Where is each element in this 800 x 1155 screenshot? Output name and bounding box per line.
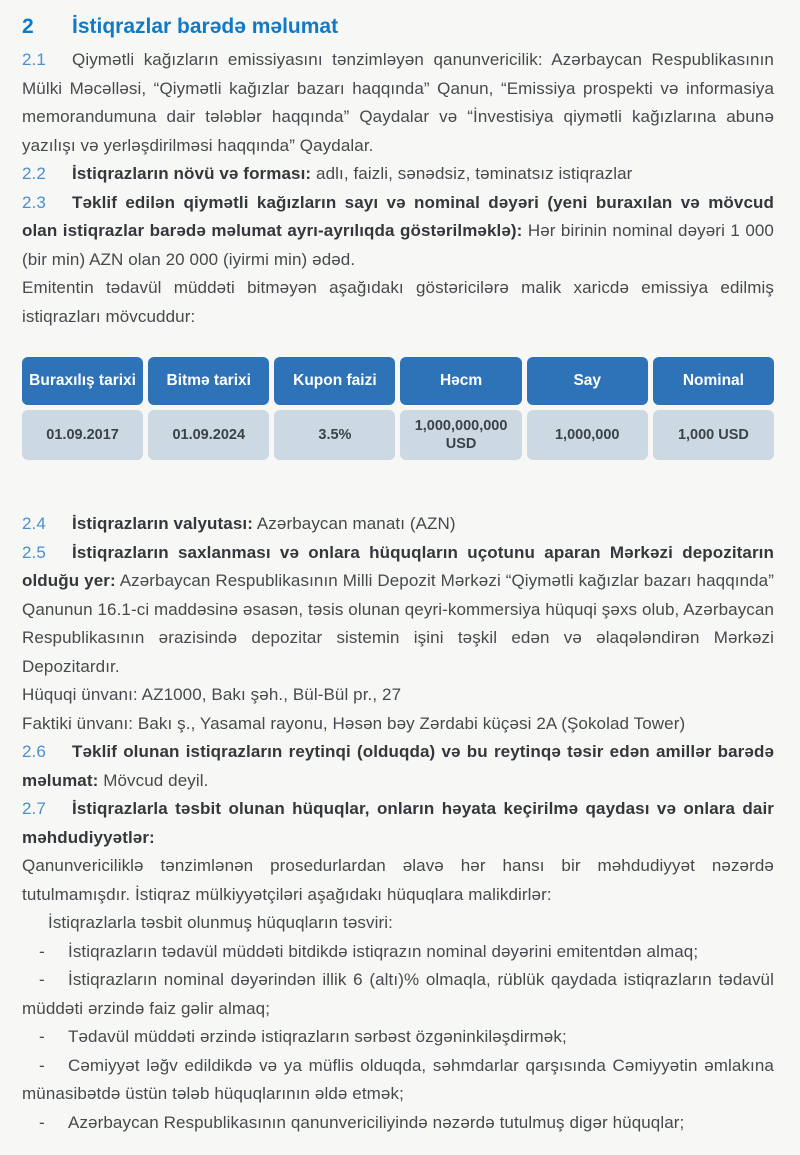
paragraph-2-4 <box>22 510 774 539</box>
table-cell-nominal: 1,000 USD <box>653 410 774 460</box>
table-cell-coupon-rate: 3.5% <box>274 410 395 460</box>
dash-marker: - <box>39 941 45 961</box>
list-item-text: Tədavül müddəti ərzində istiqrazların sərbəst özgəninkiləşdirmək; <box>68 1027 567 1046</box>
table-cell-volume: 1,000,000,000 USD <box>400 410 521 460</box>
paragraph-text: Azərbaycan manatı (AZN) <box>252 514 456 533</box>
rights-list-item <box>22 938 774 967</box>
list-item-text: Cəmiyyət ləğv edildikdə və ya müflis olduqda, səhmdarlar qarşısında Cəmiyyətin əmlakına münasibətdə üstün tələb hüquqlarının əldə etmək; <box>22 1055 774 1103</box>
rights-list-item <box>22 966 774 1023</box>
paragraph-text: Qiymətli kağızların emissiyasını tənzimləyən qanunvericilik: Azərbaycan Respublikasının Mülki Məcəlləsi, “Qiymətli kağızlar bazarı haqqında” Qanun, “Emissiya prospekti və informasiya memorandumuna dair tələblər haqqında” Qaydalar və “İnvestisiya qiymətli kağızlarına abunə yazılışı və yerləşdirilməsi haqqında” Qaydalar. <box>22 50 774 155</box>
paragraph-2-1 <box>22 46 774 160</box>
section-number: 2.2 <box>22 164 46 183</box>
dash-marker: - <box>39 1112 45 1132</box>
table-header-nominal: Nominal <box>653 357 774 405</box>
paragraph-2-6 <box>22 738 774 795</box>
paragraph-lead: İstiqrazların növü və forması: <box>72 164 312 183</box>
paragraph-2-5 <box>22 539 774 682</box>
list-item-text: İstiqrazların nominal dəyərindən illik 6 (altı)% olmaqla, rüblük qaydada istiqrazların tədavül müddəti ərzində faiz gəlir almaq; <box>22 970 774 1018</box>
section-number: 2.7 <box>22 799 46 818</box>
rights-list-item <box>22 1023 774 1052</box>
rights-intro-paragraph: Qanunvericiliklə tənzimlənən prosedurlardan əlavə hər hansı bir məhdudiyyət nəzərdə tutulmamışdır. İstiqraz mülkiyyətçiləri aşağıdakı hüquqlara malikdirlər: <box>22 856 774 904</box>
actual-address-line: Faktiki ünvanı: Bakı ş., Yasamal rayonu, Həsən bəy Zərdabi küçəsi 2A (Şokolad Tower) <box>22 713 686 733</box>
section-number: 2.3 <box>22 192 46 212</box>
dash-marker: - <box>39 1055 45 1075</box>
paragraph-lead: Təklif edilən qiymətli kağızların sayı və nominal dəyəri (yeni buraxılan və mövcud olan istiqrazlar barədə məlumat ayrı-ayrılıqda göstərilməklə): <box>22 192 774 240</box>
table-header-count: Say <box>527 357 648 405</box>
paragraph-2-2 <box>22 160 774 189</box>
table-header-maturity-date: Bitmə tarixi <box>148 357 269 405</box>
section-number: 2.6 <box>22 742 46 761</box>
table-cell-maturity-date: 01.09.2024 <box>148 410 269 460</box>
table-intro-paragraph: Emitentin tədavül müddəti bitməyən aşağıdakı göstəricilərə malik xaricdə emissiya edilmiş istiqrazları mövcuddur: <box>22 278 774 326</box>
dash-marker: - <box>39 970 45 989</box>
rights-list-item <box>22 1052 774 1109</box>
list-item-text: İstiqrazların tədavül müddəti bitdikdə istiqrazın nominal dəyərini emitentdən almaq; <box>68 941 699 961</box>
table-header-volume: Həcm <box>400 357 521 405</box>
paragraph-text: adlı, faizli, sənədsiz, təminatsız istiqrazlar <box>311 164 633 183</box>
paragraph-2-7 <box>22 795 774 852</box>
list-item-text: Azərbaycan Respublikasının qanunvericiliyində nəzərdə tutulmuş digər hüquqlar; <box>68 1112 685 1132</box>
paragraph-lead: İstiqrazların saxlanması və onlara hüquqların uçotunu aparan Mərkəzi depozitarın olduğu yer: <box>22 542 774 590</box>
paragraph-text: Hər birinin nominal dəyəri 1 000 (bir min) AZN olan 20 000 (iyirmi min) ədəd. <box>22 221 774 269</box>
table-cell-count: 1,000,000 <box>527 410 648 460</box>
paragraph-text: Azərbaycan Respublikasının Milli Depozit Mərkəzi “Qiymətli kağızlar bazarı haqqında” Qanunun 16.1-ci maddəsinə əsasən, təsis olunan qeyri-kommersiya hüquqi şəxs olub, Azərbaycan Respublikasının ərazisində depozitar sistemin işini təşkil edən və əlaqələndirən Mərkəzi Depozitardır. <box>22 571 774 676</box>
rights-list-item <box>22 1109 774 1138</box>
paragraph-lead: İstiqrazların valyutası: <box>72 514 253 533</box>
heading-title: İstiqrazlar barədə məlumat <box>72 15 339 38</box>
paragraph-2-3 <box>22 189 774 275</box>
table-header-coupon-rate: Kupon faizi <box>274 357 395 405</box>
section-number: 2.1 <box>22 50 46 69</box>
bonds-table <box>22 357 774 460</box>
paragraph-lead: Təklif olunan istiqrazların reytinqi (olduqda) və bu reytinqə təsir edən amillər barədə məlumat: <box>22 742 774 790</box>
rights-description-line: İstiqrazlarla təsbit olunmuş hüquqların təsviri: <box>48 913 393 932</box>
section-number: 2.5 <box>22 542 46 562</box>
legal-address-line: Hüquqi ünvanı: AZ1000, Bakı şəh., Bül-Bül pr., 27 <box>22 685 402 704</box>
section-number: 2.4 <box>22 514 46 533</box>
heading-number: 2 <box>22 15 34 38</box>
dash-marker: - <box>39 1027 45 1046</box>
section-heading <box>22 12 774 42</box>
table-cell-issue-date: 01.09.2017 <box>22 410 143 460</box>
table-header-issue-date: Buraxılış tarixi <box>22 357 143 405</box>
paragraph-text: Mövcud deyil. <box>98 770 209 790</box>
paragraph-lead: İstiqrazlarla təsbit olunan hüquqlar, onların həyata keçirilmə qaydası və onlara dair məhdudiyyətlər: <box>22 799 774 847</box>
